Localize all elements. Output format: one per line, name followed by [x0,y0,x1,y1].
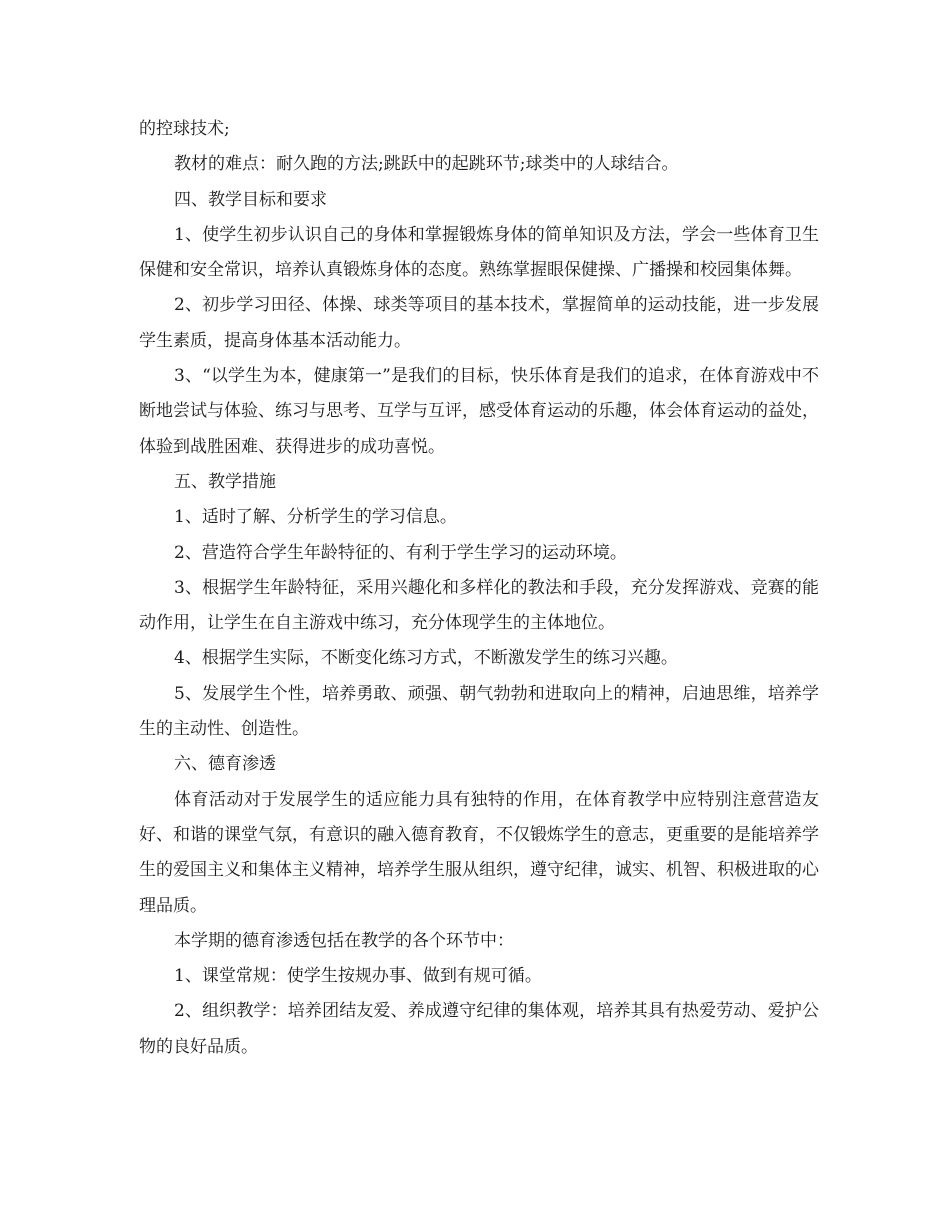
measure-item-4: 4、根据学生实际，不断变化练习方式，不断激发学生的练习兴趣。 [174,648,678,669]
paragraph-semester-intro: 本学期的德育渗透包括在教学的各个环节中： [174,930,514,951]
section-heading-moral-education: 六、德育渗透 [174,754,276,775]
paragraph-moral-education: 体育活动对于发展学生的适应能力具有独特的作用，在体育教学中应特别注意营造友好、和谐的课堂气氛，有意识的融入德育教育，不仅锻炼学生的意志，更重要的是能培养学生的爱国主义和集体主义精神，培养学生服从组织，遵守纪律，诚实、机智、积极进取的心理品质。 [139,789,819,916]
measure-item-5: 5、发展学生个性，培养勇敢、顽强、朝气勃勃和进取向上的精神，启迪思维，培养学生的主动性、创造性。 [139,683,819,740]
measure-item-2: 2、营造符合学生年龄特征的、有利于学生学习的运动环境。 [174,542,627,563]
goal-item-1: 1、使学生初步认识自己的身体和掌握锻炼身体的简单知识及方法，学会一些体育卫生保健和安全常识，培养认真锻炼身体的态度。熟练掌握眼保健操、广播操和校园集体舞。 [139,224,819,281]
paragraph-difficulties: 教材的难点：耐久跑的方法;跳跃中的起跳环节;球类中的人球结合。 [174,154,679,175]
section-heading-goals: 四、教学目标和要求 [174,189,327,210]
moral-item-1: 1、课堂常规：使学生按规办事、做到有规可循。 [174,966,542,987]
measure-item-1: 1、适时了解、分析学生的学习信息。 [174,507,457,528]
goal-item-2: 2、初步学习田径、体操、球类等项目的基本技术，掌握简单的运动技能，进一步发展学生素质，提高身体基本活动能力。 [139,295,819,351]
document-page [139,112,819,1065]
measure-item-3: 3、根据学生年龄特征，采用兴趣化和多样化的教法和手段，充分发挥游戏、竞赛的能动作用，让学生在自主游戏中练习，充分体现学生的主体地位。 [139,577,819,634]
goal-item-3: 3、“以学生为本，健康第一”是我们的目标，快乐体育是我们的追求，在体育游戏中不断地尝试与体验、练习与思考、互学与互评，感受体育运动的乐趣，体会体育运动的益处，体验到战胜困难、获得进步的成功喜悦。 [139,366,819,457]
section-heading-measures: 五、教学措施 [174,471,276,492]
moral-item-2: 2、组织教学：培养团结友爱、养成遵守纪律的集体观，培养其具有热爱劳动、爱护公物的良好品质。 [139,1001,819,1057]
paragraph-continuation: 的控球技术; [139,119,230,139]
